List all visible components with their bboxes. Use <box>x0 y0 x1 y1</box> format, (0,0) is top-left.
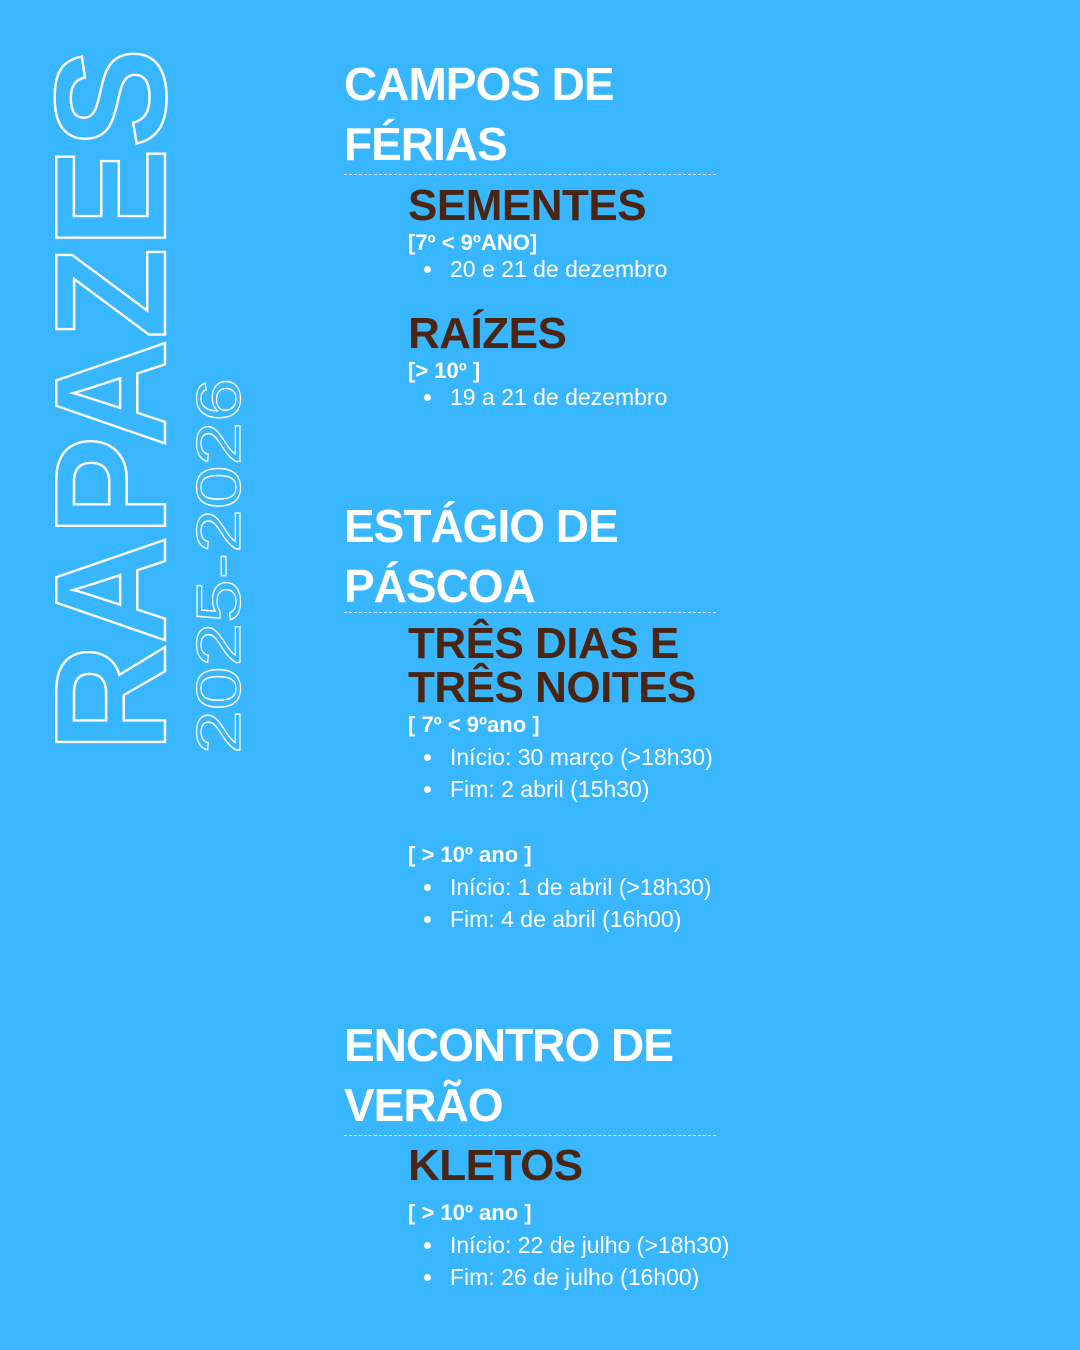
group-grade: [7º < 9ºANO] <box>408 230 538 255</box>
list-item <box>408 773 713 805</box>
vertical-title-graphic <box>0 0 300 1350</box>
vertical-year: 2025-2026 <box>185 457 254 754</box>
list-item-text: 19 a 21 de dezembro <box>450 384 668 410</box>
bullet-icon <box>424 884 431 891</box>
group-grade: [> 10º ] <box>408 358 481 383</box>
section-title-campos-de-ferias: CAMPOS DE FÉRIAS <box>344 58 614 170</box>
list-item-text: Fim: 4 de abril (16h00) <box>450 906 682 932</box>
list-item-text: Fim: 2 abril (15h30) <box>450 776 650 802</box>
section-divider <box>344 174 716 175</box>
list-item <box>408 1261 729 1293</box>
group-title-kletos: KLETOS <box>408 1141 583 1190</box>
bullet-icon <box>424 786 431 793</box>
section-divider <box>344 1135 716 1136</box>
group-grade: [ 7º < 9ºano ] <box>408 712 540 737</box>
group-grade: [ > 10º ano ] <box>408 842 532 867</box>
date-list <box>408 1229 729 1293</box>
list-item <box>408 871 711 903</box>
group-grade: [ > 10º ano ] <box>408 1200 532 1225</box>
bullet-icon <box>424 394 431 401</box>
group-title-sementes: SEMENTES <box>408 181 647 230</box>
section-title-estagio-de-pascoa: ESTÁGIO DE PÁSCOA <box>344 500 618 612</box>
list-item-text: Fim: 26 de julho (16h00) <box>450 1264 700 1290</box>
list-item <box>408 253 667 285</box>
list-item-text: Início: 30 março (>18h30) <box>450 744 713 770</box>
bullet-icon <box>424 916 431 923</box>
list-item <box>408 903 711 935</box>
section-divider <box>344 612 716 613</box>
bullet-icon <box>424 1274 431 1281</box>
list-item-text: 20 e 21 de dezembro <box>450 256 668 282</box>
list-item-text: Início: 22 de julho (>18h30) <box>450 1232 730 1258</box>
section-title-encontro-de-verao: ENCONTRO DE VERÃO <box>344 1019 673 1131</box>
list-item <box>408 741 713 773</box>
list-item <box>408 1229 729 1261</box>
bullet-icon <box>424 754 431 761</box>
date-list <box>408 741 713 805</box>
list-item <box>408 381 667 413</box>
vertical-title: RAPAZES <box>23 8 199 752</box>
date-list <box>408 381 667 413</box>
bullet-icon <box>424 266 431 273</box>
bullet-icon <box>424 1242 431 1249</box>
group-title-tres-dias: TRÊS DIAS E TRÊS NOITES <box>408 619 696 712</box>
list-item-text: Início: 1 de abril (>18h30) <box>450 874 712 900</box>
vertical-title-block <box>0 0 300 1350</box>
date-list <box>408 871 711 935</box>
group-title-raizes: RAÍZES <box>408 309 567 358</box>
date-list <box>408 253 667 285</box>
